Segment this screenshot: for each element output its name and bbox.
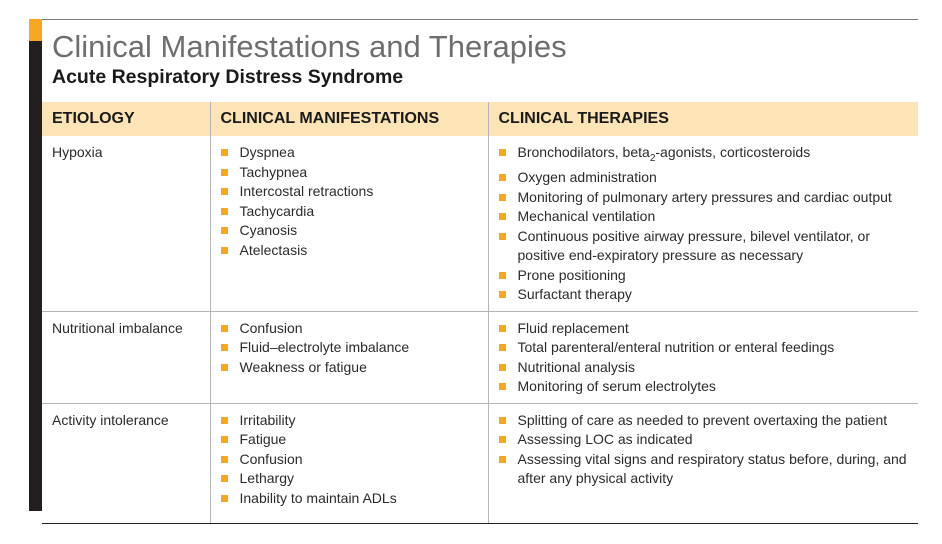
header-clinical-therapies: CLINICAL THERAPIES [488,102,918,136]
therapies-cell [488,403,918,523]
list-item: Mechanical ventilation [499,207,909,227]
list-item: Fatigue [221,430,478,450]
table-header-row [42,102,918,136]
bullet-square-icon [499,272,506,279]
bullet-square-icon [499,456,506,463]
list-item: Tachycardia [221,202,478,222]
page-title: Clinical Manifestations and Therapies [52,29,567,64]
header-clinical-manifestations: CLINICAL MANIFESTATIONS [210,102,488,136]
therapies-cell [488,311,918,403]
list-item: Cyanosis [221,221,478,241]
list-item: Nutritional analysis [499,358,909,378]
therapies-list [499,143,909,305]
header-etiology: ETIOLOGY [42,102,210,136]
bullet-square-icon [221,149,228,156]
manifestations-cell [210,136,488,311]
list-item: Oxygen administration [499,168,909,188]
bullet-square-icon [499,417,506,424]
bullet-square-icon [221,417,228,424]
manifestations-list [221,319,478,378]
page-subtitle: Acute Respiratory Distress Syndrome [52,66,404,88]
list-item: Irritability [221,411,478,431]
therapies-cell [488,136,918,311]
etiology-cell: Nutritional imbalance [42,311,210,403]
bullet-square-icon [499,213,506,220]
etiology-cell: Activity intolerance [42,403,210,523]
manifestations-table [42,102,918,524]
bullet-square-icon [499,233,506,240]
list-item: Continuous positive airway pressure, bilevel ventilator, or positive end-expiratory pressure as necessary [499,227,909,266]
list-item: Bronchodilators, beta$_2$-agonists, corticosteroids [499,143,909,168]
bullet-square-icon [499,174,506,181]
list-item: Intercostal retractions [221,182,478,202]
therapies-list [499,319,909,397]
list-item: Total parenteral/enteral nutrition or enteral feedings [499,338,909,358]
bullet-square-icon [499,364,506,371]
bullet-square-icon [221,344,228,351]
list-item: Atelectasis [221,241,478,261]
table-row [42,136,918,311]
list-item: Prone positioning [499,266,909,286]
side-accent [29,19,42,41]
bullet-square-icon [221,208,228,215]
manifestations-list [221,143,478,260]
list-item: Splitting of care as needed to prevent overtaxing the patient [499,411,909,431]
list-item: Inability to maintain ADLs [221,489,478,509]
etiology-cell: Hypoxia [42,136,210,311]
bullet-square-icon [221,364,228,371]
bullet-square-icon [221,456,228,463]
list-item: Weakness or fatigue [221,358,478,378]
list-item: Tachypnea [221,163,478,183]
list-item: Surfactant therapy [499,285,909,305]
list-item: Assessing LOC as indicated [499,430,909,450]
list-item: Dyspnea [221,143,478,163]
bullet-square-icon [221,495,228,502]
bullet-square-icon [221,169,228,176]
list-item: Fluid–electrolyte imbalance [221,338,478,358]
bullet-square-icon [499,149,506,156]
therapies-list [499,411,909,489]
bullet-square-icon [499,291,506,298]
manifestations-cell [210,403,488,523]
top-rule [42,19,918,20]
bullet-square-icon [221,325,228,332]
list-item: Confusion [221,450,478,470]
bullet-square-icon [221,475,228,482]
list-item: Monitoring of serum electrolytes [499,377,909,397]
list-item: Fluid replacement [499,319,909,339]
bullet-square-icon [499,383,506,390]
bullet-square-icon [221,188,228,195]
bullet-square-icon [499,436,506,443]
list-item: Confusion [221,319,478,339]
bullet-square-icon [499,194,506,201]
side-bar [29,19,42,511]
table-row [42,311,918,403]
manifestations-list [221,411,478,509]
manifestations-cell [210,311,488,403]
bullet-square-icon [499,325,506,332]
list-item: Assessing vital signs and respiratory status before, during, and after any physical activity [499,450,909,489]
list-item: Monitoring of pulmonary artery pressures and cardiac output [499,188,909,208]
list-item: Lethargy [221,469,478,489]
bullet-square-icon [221,436,228,443]
bullet-square-icon [221,227,228,234]
bullet-square-icon [499,344,506,351]
bullet-square-icon [221,247,228,254]
table-row [42,403,918,523]
